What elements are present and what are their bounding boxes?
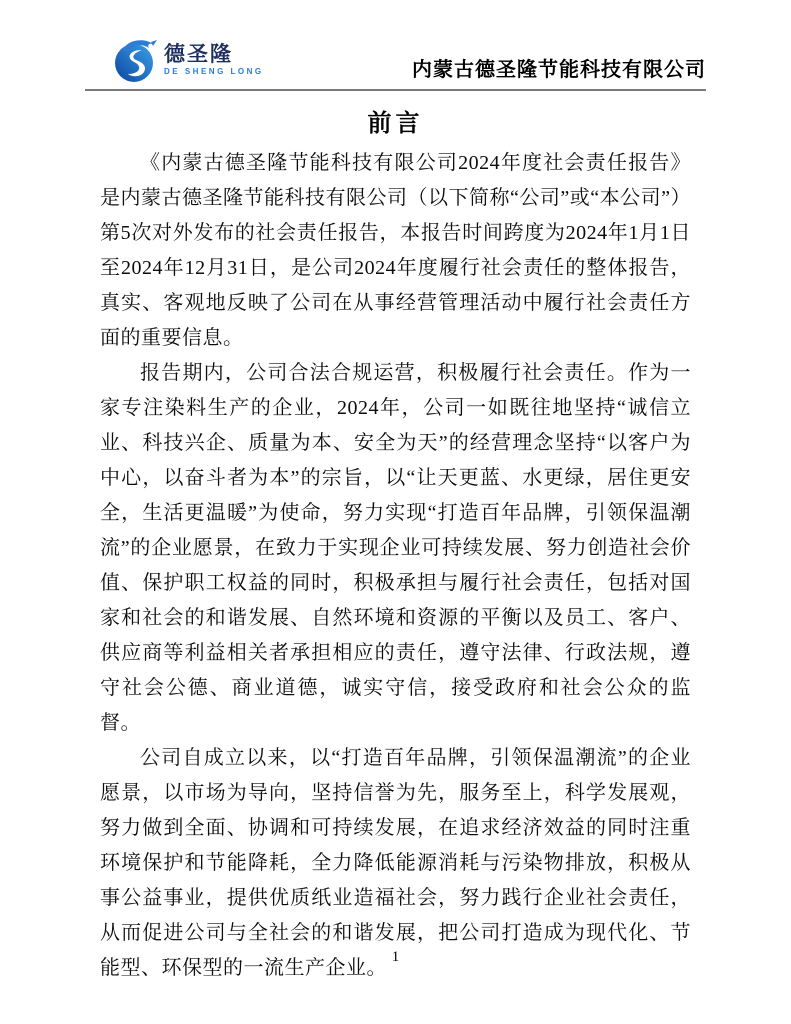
logo-dragon-s-icon: [113, 36, 159, 84]
page-header: [85, 0, 706, 91]
document-body: [100, 146, 691, 986]
paragraph-2: 报告期内，公司合法合规运营，积极履行社会责任。作为一家专注染料生产的企业，2024年，公司一如既往地坚持“诚信立业、科技兴企、质量为本、安全为天”的经营理念坚持“以客户为中心，以奋斗者为本”的宗旨，以“让天更蓝、水更绿，居住更安全，生活更温暖”为使命，努力实现“打造百年品牌，引领保温潮流”的企业愿景，在致力于实现企业可持续发展、努力创造社会价值、保护职工权益的同时，积极承担与履行社会责任，包括对国家和社会的和谐发展、自然环境和资源的平衡以及员工、客户、供应商等利益相关者承担相应的责任，遵守法律、行政法规，遵守社会公德、商业道德，诚实守信，接受政府和社会公众的监督。: [100, 362, 691, 734]
page-footer: [0, 949, 791, 966]
logo-name-cn: 德圣隆: [164, 43, 233, 66]
paragraph-3: 公司自成立以来，以“打造百年品牌，引领保温潮流”的企业愿景，以市场为导向，坚持信誉为先，服务至上，科学发展观，努力做到全面、协调和可持续发展，在追求经济效益的同时注重环境保护和节能降耗，全力降低能源消耗与污染物排放，积极从事公益事业，提供优质纸业造福社会，努力践行企业社会责任，从而促进公司与全社会的和谐发展，把公司打造成为现代化、节能型、环保型的一流生产企业。: [100, 747, 691, 979]
company-logo: [113, 36, 264, 84]
paragraph-1: 《内蒙古德圣隆节能科技有限公司2024年度社会责任报告》是内蒙古德圣隆节能科技有限公司（以下简称“公司”或“本公司”）第5次对外发布的社会责任报告，本报告时间跨度为2024年1月1日至2024年12月31日，是公司2024年度履行社会责任的整体报告，真实、客观地反映了公司在从事经营管理活动中履行社会责任方面的重要信息。: [100, 152, 692, 349]
header-company-name: 内蒙古德圣隆节能科技有限公司: [412, 59, 706, 81]
logo-text: [164, 44, 264, 76]
page-title: 前言: [367, 111, 424, 137]
page-number: 1: [391, 949, 400, 965]
logo-name-en: DE SHENG LONG: [164, 67, 264, 76]
